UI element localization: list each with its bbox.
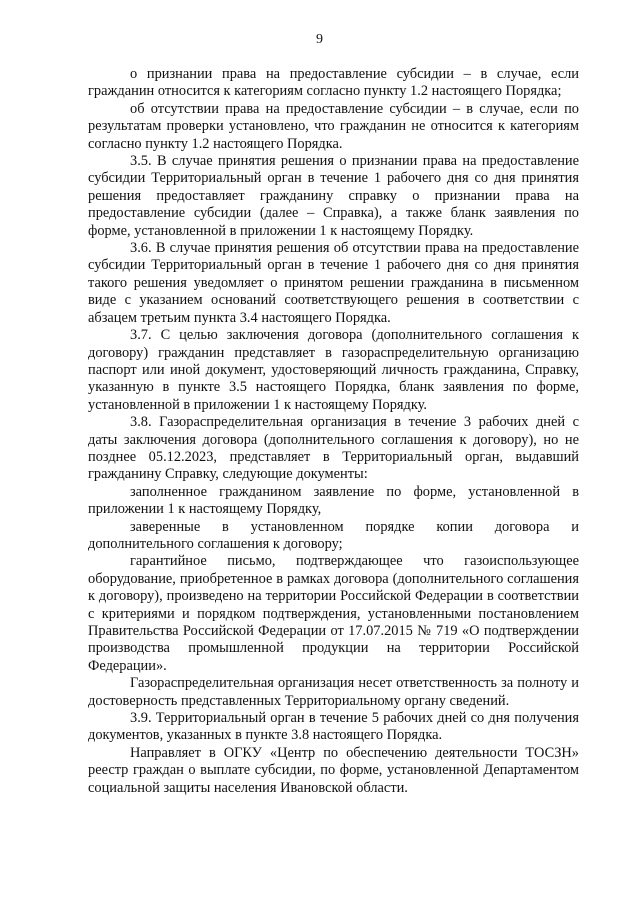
paragraph-absence-of-right: об отсутствии права на предоставление субсидии – в случае, если по результатам проверки установлено, что гражданин не относится к категориям согласно пункту 1.2 настоящего Порядка. (88, 100, 579, 152)
paragraph-guarantee-letter: гарантийное письмо, подтверждающее что газоиспользующее оборудование, приобретенное в рамках договора (дополнительного соглашения к договору), произведено на территории Российской Федерации в соответствии с критериями и порядком подтверждения, установленными постановлением Правительства Российской Федерации от 17.07.2015 № 719 «О подтверждении производства промышленной продукции на территории Российской Федерации». (88, 553, 579, 674)
paragraph-responsibility: Газораспределительная организация несет ответственность за полноту и достоверность представленных Территориальному органу сведений. (88, 675, 579, 709)
paragraph-recognition-of-right: о признании права на предоставление субсидии – в случае, если гражданин относится к категориям согласно пункту 1.2 настоящего Порядка; (88, 66, 579, 100)
paragraph-3-5: 3.5. В случае принятия решения о признании права на предоставление субсидии Территориальный орган в течение 1 рабочего дня со дня принятия решения предоставляет гражданину справку о признании права на предоставление субсидии (далее – Справка), а также бланк заявления по форме, установленной в приложении 1 к настоящему Порядку. (88, 153, 579, 239)
paragraph-3-8: 3.8. Газораспределительная организация в течение 3 рабочих дней с даты заключения договора (дополнительного соглашения к договору), но не позднее 05.12.2023, представляет в Территориальный орган, выдавший гражданину Справку, следующие документы: (88, 414, 579, 483)
paragraph-3-7: 3.7. С целью заключения договора (дополнительного соглашения к договору) гражданин представляет в газораспределительную организацию паспорт или иной документ, удостоверяющий личность гражданина, Справку, указанную в пункте 3.5 настоящего Порядка, бланк заявления по форме, установленной в приложении 1 к настоящему Порядку. (88, 327, 579, 413)
paragraph-filled-application: заполненное гражданином заявление по форме, установленной в приложении 1 к настоящему Порядку, (88, 483, 579, 518)
paragraph-3-6: 3.6. В случае принятия решения об отсутствии права на предоставление субсидии Территориальный орган в течение 1 рабочего дня со дня принятия такого решения уведомляет о принятом решении гражданина в письменном виде с указанием оснований соответствующего решения в соответствии с абзацем третьим пункта 3.4 настоящего Порядка. (88, 240, 579, 326)
paragraph-3-9: 3.9. Территориальный орган в течение 5 рабочих дней со дня получения документов, указанных в пункте 3.8 настоящего Порядка. (88, 710, 579, 744)
paragraph-certified-copies: заверенные в установленном порядке копии договора и дополнительного соглашения к договору; (88, 518, 579, 552)
paragraph-registry-submission: Направляет в ОГКУ «Центр по обеспечению деятельности ТОСЗН» реестр граждан о выплате субсидии, по форме, установленной Департаментом социальной защиты населения Ивановской области. (88, 744, 579, 796)
document-body (88, 66, 579, 797)
page-number: 9 (316, 32, 323, 47)
